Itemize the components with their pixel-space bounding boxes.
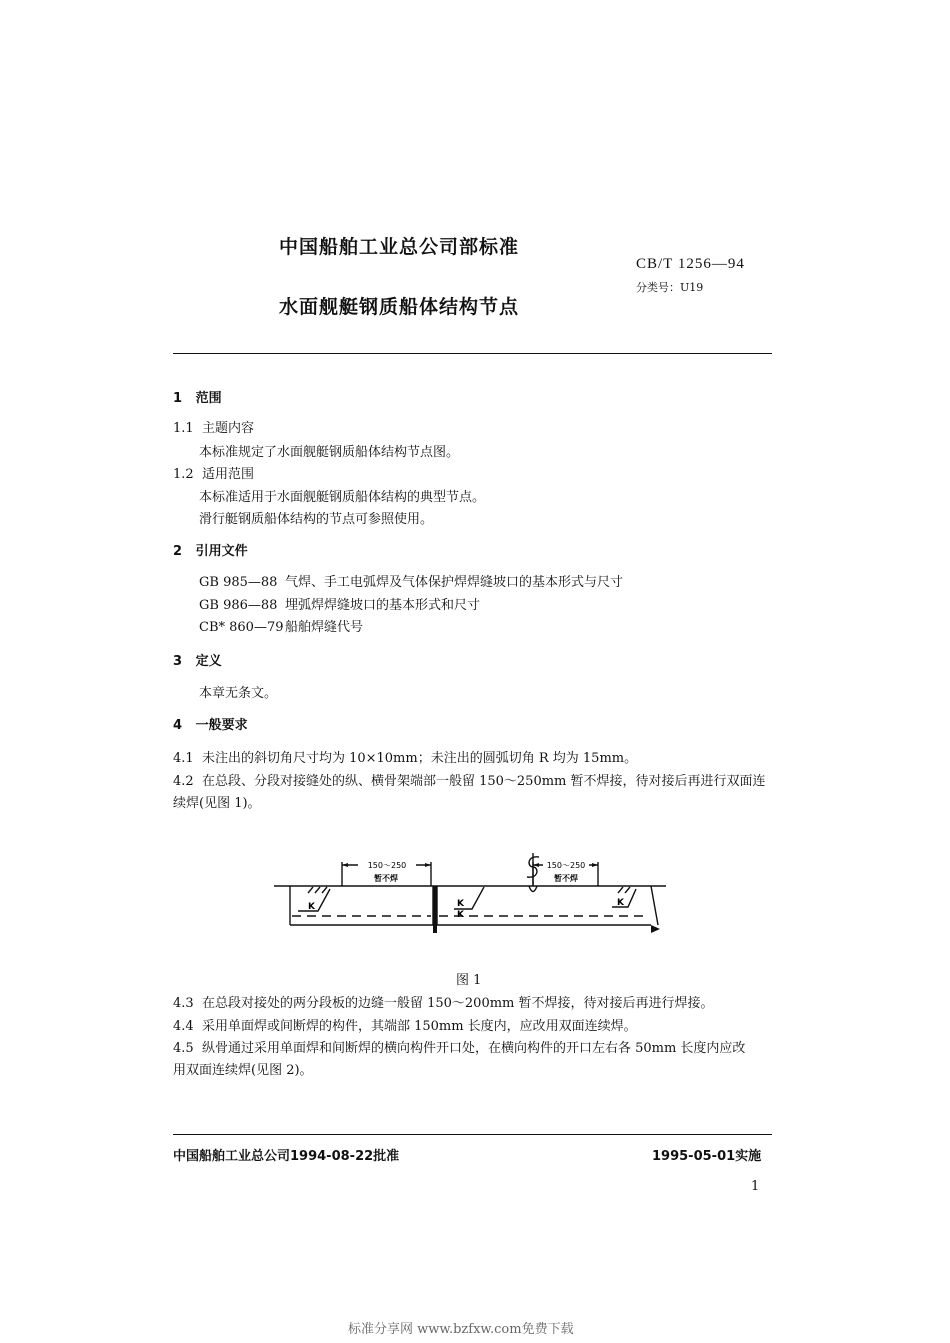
footer-rule: [173, 1134, 772, 1135]
reference-title: 气焊、手工电弧焊及气体保护焊焊缝坡口的基本形式与尺寸: [285, 575, 624, 590]
section-1-heading: [173, 387, 222, 406]
weld-leader-line: [612, 889, 636, 907]
effective-date: 1995-05-01实施: [652, 1149, 762, 1164]
section-4-title: 一般要求: [195, 718, 248, 733]
section-4-2-text-1: 在总段、分段对接缝处的纵、横骨架端部一般留 150～250mm 暂不焊接，待对接后再进行双面连: [201, 774, 766, 789]
section-4-5-text-1: 纵骨通过采用单面焊和间断焊的横向构件开口处，在横向构件的开口左右各 50mm 长度内应改: [201, 1041, 746, 1056]
reference-code: CB* 860—79: [199, 620, 284, 635]
section-1-1-number: 1.1: [173, 421, 194, 436]
section-4-4-text: 采用单面焊或间断焊的构件，其端部 150mm 长度内，应改用双面连续焊。: [201, 1019, 637, 1034]
section-4-number: 4: [173, 718, 183, 733]
hatch-mark: [308, 887, 313, 893]
section-4-5-text-2: 用双面连续焊(见图 2)。: [173, 1063, 313, 1078]
section-4-2-text-2: 续焊(见图 1)。: [173, 796, 261, 811]
dimension-arrow: [425, 863, 431, 867]
section-4-3-number: 4.3: [173, 996, 194, 1011]
section-1-2-heading: [173, 463, 254, 482]
section-1-1-title: 主题内容: [201, 421, 254, 436]
document-title: 水面舰艇钢质船体结构节点: [279, 296, 520, 318]
section-4-5: [173, 1037, 745, 1056]
section-3-title: 定义: [195, 654, 222, 669]
section-1-2-text-1: 本标准适用于水面舰艇钢质船体结构的典型节点。: [199, 490, 486, 505]
section-1-2-number: 1.2: [173, 467, 194, 482]
section-1-title: 范围: [195, 391, 222, 406]
reference-item: [199, 571, 623, 590]
section-1-1-heading: [173, 417, 254, 436]
section-4-1-text: 未注出的斜切角尺寸均为 10×10mm；未注出的圆弧切角 R 均为 15mm。: [201, 751, 638, 766]
reference-item: [199, 594, 480, 613]
classification-number: 分类号：U19: [636, 281, 704, 294]
reference-title: 埋弧焊焊缝坡口的基本形式和尺寸: [285, 598, 481, 613]
section-4-2-number: 4.2: [173, 774, 194, 789]
dimension-label-left: 150～250: [367, 861, 407, 870]
header-rule: [173, 353, 772, 354]
section-4-2: [173, 770, 766, 789]
section-3-heading: [173, 650, 222, 669]
section-3-number: 3: [173, 654, 183, 669]
weld-size-k-label: K: [457, 910, 464, 920]
standard-code: CB/T 1256—94: [636, 256, 745, 272]
hatch-mark: [625, 887, 630, 893]
hatch-mark: [618, 887, 623, 893]
weld-size-k-label: K: [457, 899, 464, 909]
reference-code: GB 986—88: [199, 598, 278, 613]
reference-item: [199, 616, 363, 635]
section-1-1-text: 本标准规定了水面舰艇钢质船体结构节点图。: [199, 445, 460, 460]
page-number: 1: [751, 1179, 760, 1194]
no-weld-note-right: 暂不焊: [554, 874, 578, 883]
section-4-1-number: 4.1: [173, 751, 194, 766]
figure-1-diagram: [268, 845, 673, 933]
approval-line: 中国船舶工业总公司1994-08-22批准: [173, 1149, 400, 1164]
section-4-4-number: 4.4: [173, 1019, 194, 1034]
section-1-2-title: 适用范围: [201, 467, 254, 482]
section-2-title: 引用文件: [195, 544, 248, 559]
org-standard-heading: 中国船舶工业总公司部标准: [279, 236, 520, 258]
section-4-1: [173, 747, 637, 766]
reference-code: GB 985—88: [199, 575, 278, 590]
watermark-text: 标准分享网 www.bzfxw.com免费下载: [348, 1322, 574, 1337]
section-4-4: [173, 1015, 637, 1034]
butt-weld-curve: [529, 886, 537, 892]
weld-size-k-label: K: [617, 898, 624, 908]
section-4-5-number: 4.5: [173, 1041, 194, 1056]
section-2-heading: [173, 540, 248, 559]
section-3-text: 本章无条文。: [199, 686, 278, 701]
segment-end-mark: [651, 925, 660, 933]
section-1-number: 1: [173, 391, 183, 406]
no-weld-note-left: 暂不焊: [374, 874, 398, 883]
dimension-arrow: [342, 863, 348, 867]
joint-gap-fill: [433, 886, 437, 933]
hatch-mark: [322, 887, 327, 893]
dimension-label-right: 150～250: [546, 861, 586, 870]
section-2-number: 2: [173, 544, 183, 559]
section-4-3-text: 在总段对接处的两分段板的边缝一般留 150～200mm 暂不焊接，待对接后再进行焊接。: [201, 996, 714, 1011]
section-4-3: [173, 992, 714, 1011]
section-1-2-text-2: 滑行艇钢质船体结构的节点可参照使用。: [199, 512, 434, 527]
section-4-heading: [173, 714, 248, 733]
hatch-mark: [315, 887, 320, 893]
reference-title: 船舶焊缝代号: [285, 620, 364, 635]
dimension-arrow: [592, 863, 598, 867]
weld-size-k-label: K: [308, 902, 315, 912]
figure-1-caption: 图 1: [456, 973, 482, 988]
segment-edge: [651, 886, 658, 925]
